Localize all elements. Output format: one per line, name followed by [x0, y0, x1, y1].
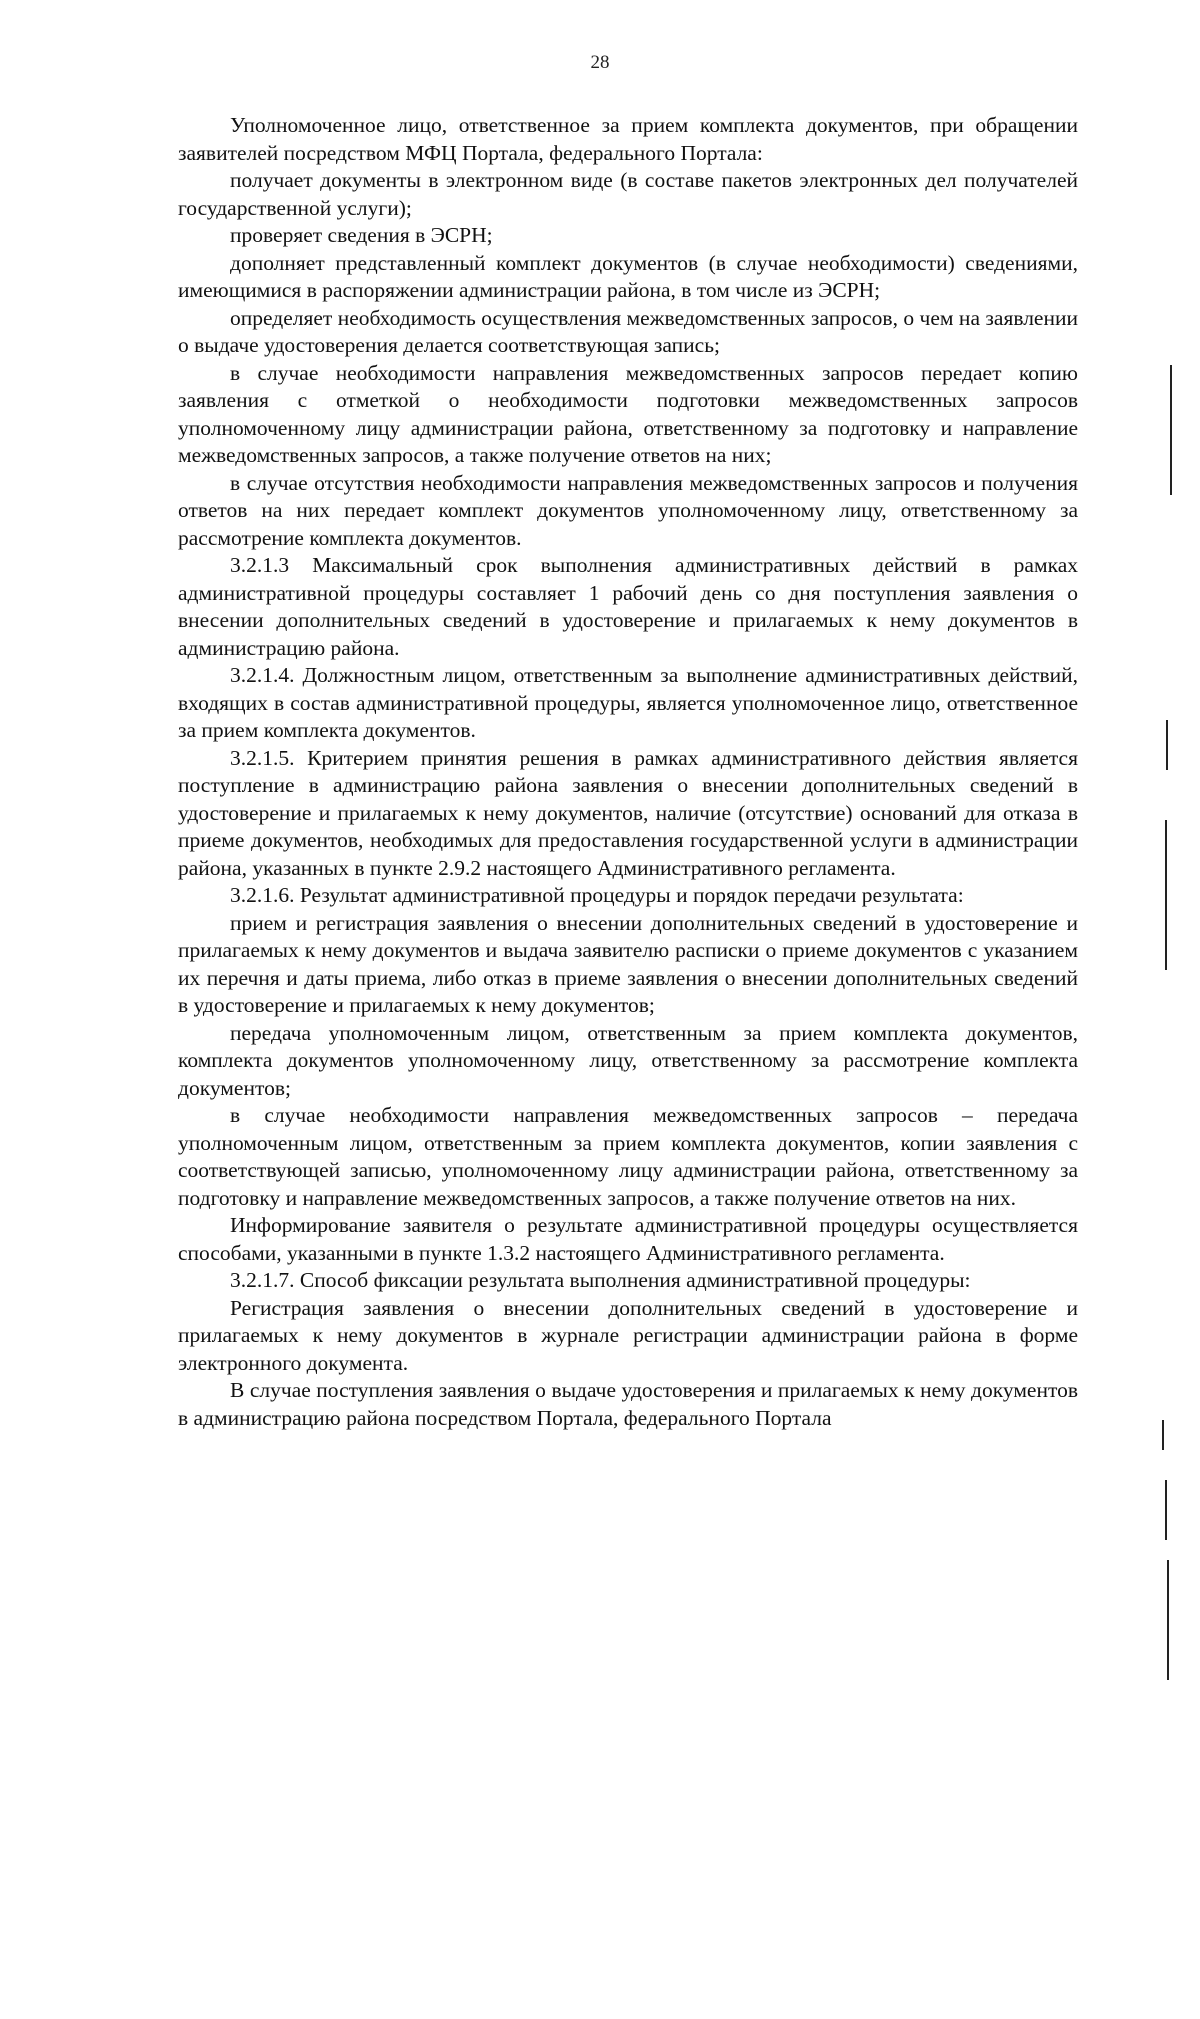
scan-mark — [1162, 1420, 1164, 1450]
paragraph: определяет необходимость осуществления межведомственных запросов, о чем на заявлении о выдаче удостоверения делается соответствующая запись; — [178, 305, 1078, 357]
paragraph: в случае необходимости направления межведомственных запросов передает копию заявления с отметкой о необходимости подготовки межведомственных запросов уполномоченному лицу администрации района, ответственному за подготовку и направление межведомственных запросов, а также получение ответов на них; — [178, 360, 1078, 467]
paragraph: проверяет сведения в ЭСРН; — [230, 223, 493, 247]
paragraph: 3.2.1.7. Способ фиксации результата выполнения административной процедуры: — [230, 1268, 971, 1292]
paragraph: 3.2.1.5. Критерием принятия решения в рамках административного действия является поступление в администрацию района заявления о внесении дополнительных сведений в удостоверение и прилагаемых к нему документов, наличие (отсутствие) оснований для отказа в приеме документов, необходимых для предоставления государственной услуги в администрации района, указанных в пункте 2.9.2 настоящего Административного регламента. — [178, 745, 1078, 880]
scan-mark — [1170, 365, 1172, 495]
scan-mark — [1165, 1480, 1167, 1540]
paragraph: передача уполномоченным лицом, ответственным за прием комплекта документов, комплекта документов уполномоченному лицу, ответственному за рассмотрение комплекта документов; — [178, 1020, 1078, 1100]
paragraph: дополняет представленный комплект документов (в случае необходимости) сведениями, имеющимися в распоряжении администрации района, в том числе из ЭСРН; — [178, 250, 1078, 302]
paragraph: Регистрация заявления о внесении дополнительных сведений в удостоверение и прилагаемых к нему документов в журнале регистрации администрации района в форме электронного документа. — [178, 1295, 1078, 1375]
paragraph: В случае поступления заявления о выдаче удостоверения и прилагаемых к нему документов в администрацию района посредством Портала, федерального Портала — [178, 1378, 1078, 1430]
page-number: 28 — [590, 52, 610, 73]
paragraph: 3.2.1.3 Максимальный срок выполнения административных действий в рамках административной процедуры составляет 1 рабочий день со дня поступления заявления о внесении дополнительных сведений в удостоверение и прилагаемых к нему документов в администрацию района. — [178, 553, 1078, 660]
scan-mark — [1166, 720, 1168, 770]
document-body — [178, 112, 1078, 1432]
paragraph: в случае необходимости направления межведомственных запросов – передача уполномоченным лицом, ответственным за прием комплекта документов, копии заявления с соответствующей записью, уполномоченному лицу администрации района, ответственному за подготовку и направление межведомственных запросов, а также получение ответов на них. — [178, 1103, 1078, 1210]
paragraph: 3.2.1.4. Должностным лицом, ответственным за выполнение административных действий, входящих в состав административной процедуры, является уполномоченное лицо, ответственное за прием комплекта документов. — [178, 663, 1078, 742]
paragraph: Уполномоченное лицо, ответственное за прием комплекта документов, при обращении заявителей посредством МФЦ Портала, федерального Портала: — [178, 113, 1078, 165]
paragraph: получает документы в электронном виде (в составе пакетов электронных дел получателей государственной услуги); — [178, 168, 1078, 220]
paragraph: 3.2.1.6. Результат административной процедуры и порядок передачи результата: — [230, 883, 964, 907]
paragraph: Информирование заявителя о результате административной процедуры осуществляется способами, указанными в пункте 1.3.2 настоящего Административного регламента. — [178, 1213, 1078, 1265]
scan-mark — [1165, 820, 1167, 970]
paragraph: прием и регистрация заявления о внесении дополнительных сведений в удостоверение и прилагаемых к нему документов и выдача заявителю расписки о приеме документов с указанием их перечня и даты приема, либо отказ в приеме заявления о внесении дополнительных сведений в удостоверение и прилагаемых к нему документов; — [178, 910, 1078, 1017]
scan-mark — [1167, 1560, 1169, 1680]
paragraph: в случае отсутствия необходимости направления межведомственных запросов и получения ответов на них передает комплект документов уполномоченному лицу, ответственному за рассмотрение комплекта документов. — [178, 470, 1078, 550]
